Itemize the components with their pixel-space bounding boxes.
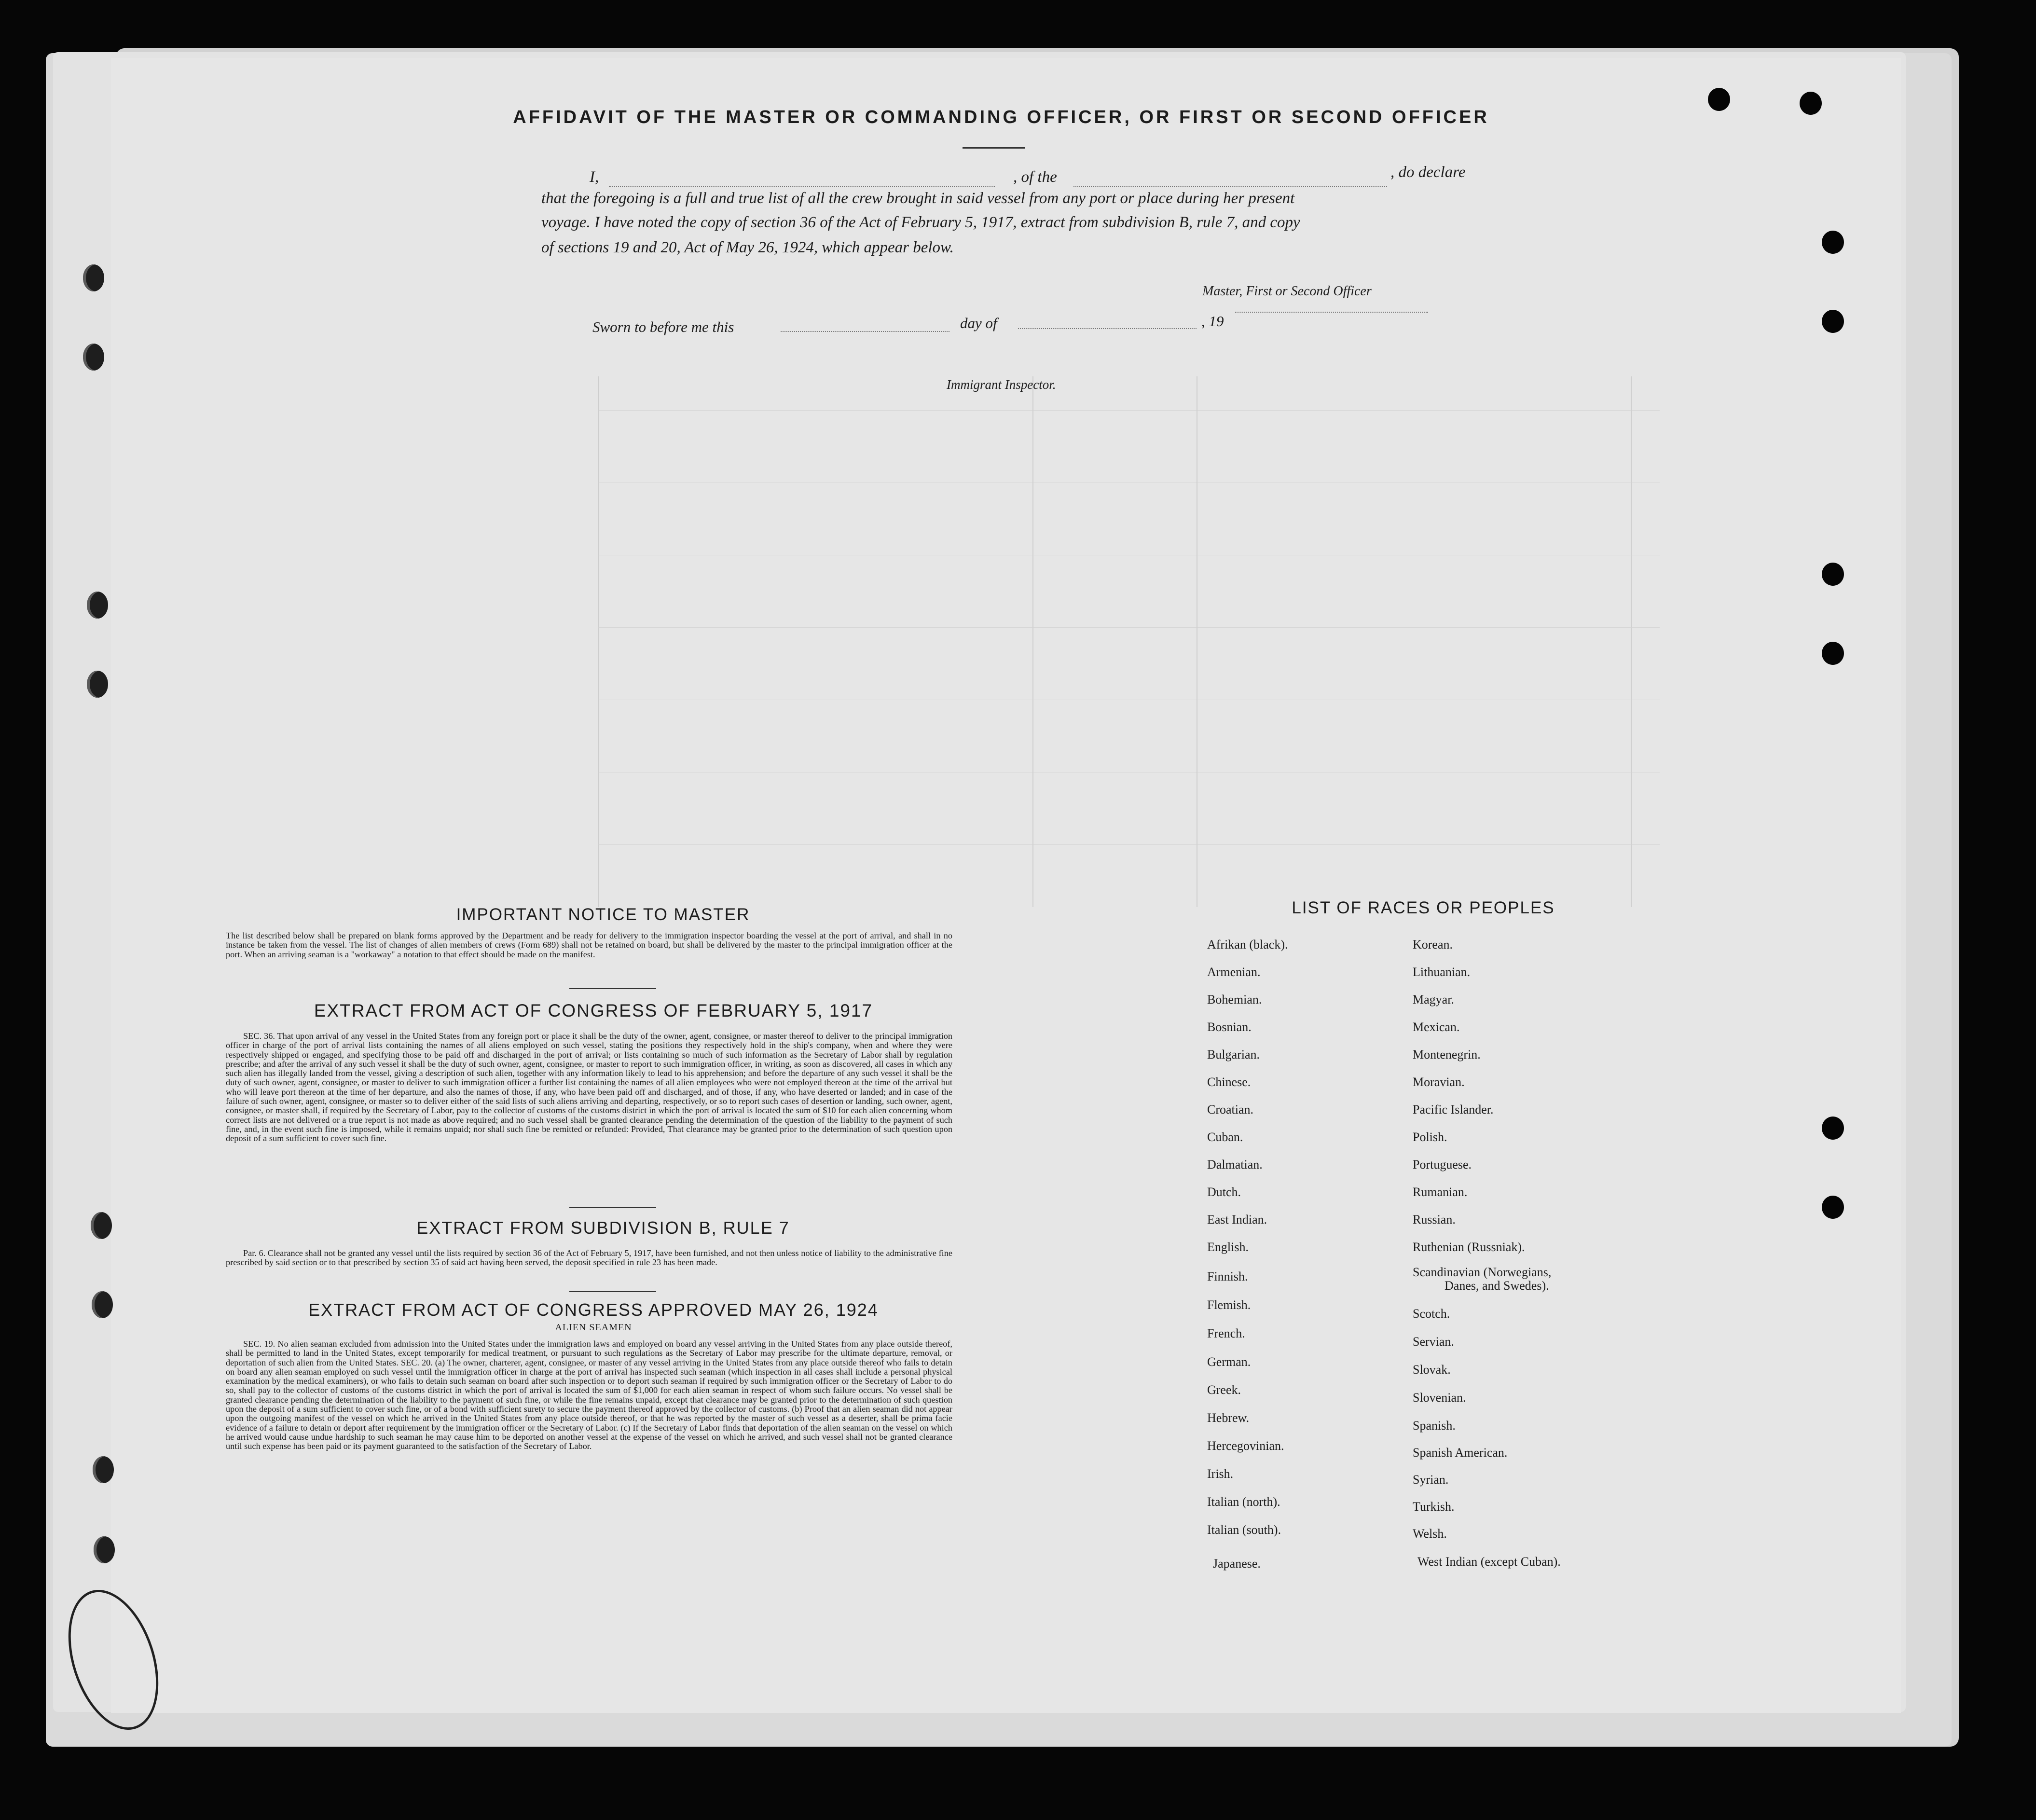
extract-rule7-text: Par. 6. Clearance shall not be granted any vessel until the lists required by section 36 of the Act of February 5, 1917, have been furnished, and not then unless notice of liability to the administrative fine prescribed by said section or to that prescribed by section 35 of said act having been served, the deposit specified in rule 23 has been made. bbox=[226, 1248, 952, 1268]
race-item: Rumanian. bbox=[1413, 1185, 1468, 1199]
race-item: Afrikan (black). bbox=[1207, 938, 1288, 951]
race-item: Ruthenian (Russniak). bbox=[1413, 1240, 1525, 1254]
race-item: Japanese. bbox=[1213, 1557, 1261, 1571]
binder-hole bbox=[87, 592, 108, 619]
binder-hole bbox=[93, 1456, 114, 1483]
race-item: Welsh. bbox=[1413, 1527, 1447, 1541]
document-page-face bbox=[111, 58, 1901, 1713]
race-item: Italian (south). bbox=[1207, 1523, 1281, 1537]
race-item: Portuguese. bbox=[1413, 1158, 1472, 1172]
race-item: Spanish American. bbox=[1413, 1446, 1508, 1460]
race-item: Mexican. bbox=[1413, 1020, 1460, 1034]
inspector-label: Immigrant Inspector. bbox=[947, 377, 1056, 392]
race-item: Moravian. bbox=[1413, 1075, 1465, 1089]
notice-text: The list described below shall be prepared on blank forms approved by the Department and be ready for delivery to the immigration inspector boarding the vessel at the port of arrival, and shall in no instance be taken from the vessel. The list of changes of alien members of crews (Form 689) shall not be retained on board, but shall be delivered by the master to the principal immigration officer at the port. When an arriving seaman is a "workaway" a notation to that effect should be made on the manifest. bbox=[226, 931, 952, 959]
race-item: Spanish. bbox=[1413, 1419, 1456, 1433]
affidavit-line-1: that the foregoing is a full and true list of all the crew brought in said vessel from any port or place during her present bbox=[541, 190, 1295, 207]
race-item: East Indian. bbox=[1207, 1213, 1267, 1227]
race-item: Bosnian. bbox=[1207, 1020, 1252, 1034]
binder-hole bbox=[94, 1536, 115, 1563]
race-item: Korean. bbox=[1413, 938, 1453, 951]
title-rule bbox=[963, 147, 1025, 149]
race-item: Dutch. bbox=[1207, 1185, 1241, 1199]
extract-1924-text: SEC. 19. No alien seaman excluded from admission into the United States under the immigration laws and employed on board any vessel arriving in the United States from any place outside thereof, shall be permitted to land in the United States, except temporarily for medical treatment, or pursuant to such regulations as the Secretary of Labor may prescribe for the ultimate departure, removal, or deportation of such alien from the United States. SEC. 20. (a) The owner, charterer, agent, consignee, or master of any vessel arriving in the United States from any place outside thereof who fails to detain on board any alien seaman employed on such vessel until the immigration officer in charge at the port of arrival has inspected such seaman (which inspection in all cases shall include a personal physical examination by the medical examiners), or who fails to detain such seaman on board after such inspection or to deport such seaman if required by such immigration officer or the Secretary of Labor to do so, shall pay to the collector of customs of the customs district in which the port of arrival is located the sum of $1,000 for each alien seaman in respect of whom such failure occurs. No vessel shall be granted clearance pending the determination of the liability to the payment of such fine, or while the fine remains unpaid, except that clearance may be granted prior to the determination of such question upon the deposit of a sum sufficient to cover such fine, or of a bond with sufficient surety to secure the payment thereof approved by the collector of customs. (b) Proof that an alien seaman did not appear upon the outgoing manifest of the vessel on which he arrived in the United States from any place outside thereof, or that he was reported by the master of such vessel as a deserter, shall be prima facie evidence of a failure to detain or deport after requirement by the immigration officer or the Secretary of Labor. (c) If the Secretary of Labor finds that deportation of the alien seaman on the vessel on which he arrived would cause undue hardship to such seaman he may cause him to be deported on another vessel at the expense of the vessel on which he arrived, and such vessel shall not be granted clearance until such expense has been paid or its payment guaranteed to the satisfaction of the Secretary of Labor. bbox=[226, 1339, 952, 1451]
races-title: LIST OF RACES OR PEOPLES bbox=[1292, 898, 1555, 917]
race-item: Irish. bbox=[1207, 1467, 1234, 1481]
extract-1924-subtitle: ALIEN SEAMEN bbox=[555, 1322, 632, 1333]
race-item: Pacific Islander. bbox=[1413, 1103, 1494, 1117]
race-item: Bohemian. bbox=[1207, 993, 1262, 1007]
binder-hole bbox=[92, 1291, 113, 1318]
notice-title: IMPORTANT NOTICE TO MASTER bbox=[456, 905, 750, 924]
affidavit-line-3: of sections 19 and 20, Act of May 26, 1924, which appear below. bbox=[541, 239, 954, 256]
race-item: Bulgarian. bbox=[1207, 1048, 1260, 1062]
extract-1917-title: EXTRACT FROM ACT OF CONGRESS OF FEBRUARY 5, 1917 bbox=[314, 1001, 873, 1020]
race-item: West Indian (except Cuban). bbox=[1417, 1555, 1561, 1569]
race-item: Servian. bbox=[1413, 1335, 1454, 1349]
race-item: Russian. bbox=[1413, 1213, 1456, 1227]
punch-hole bbox=[1822, 563, 1844, 586]
punch-hole bbox=[1822, 1117, 1844, 1140]
punch-hole bbox=[1708, 88, 1730, 111]
affidavit-line-2: voyage. I have noted the copy of section 36 of the Act of February 5, 1917, extract from subdivision B, rule 7, and copy bbox=[541, 214, 1300, 231]
binder-hole bbox=[91, 1212, 112, 1239]
race-item: German. bbox=[1207, 1355, 1251, 1369]
race-item: Syrian. bbox=[1413, 1473, 1449, 1487]
affidavit-i-label: I, bbox=[590, 168, 599, 186]
race-item: Cuban. bbox=[1207, 1130, 1243, 1144]
master-signature-field[interactable] bbox=[1235, 312, 1428, 313]
race-item: Slovenian. bbox=[1413, 1391, 1466, 1405]
race-item: Armenian. bbox=[1207, 965, 1261, 979]
extract-rule7-rule bbox=[569, 1291, 656, 1292]
race-item: Turkish. bbox=[1413, 1500, 1455, 1514]
race-item: Italian (north). bbox=[1207, 1495, 1280, 1509]
punch-hole bbox=[1822, 310, 1844, 333]
race-item: Scotch. bbox=[1413, 1307, 1450, 1321]
race-item: Finnish. bbox=[1207, 1269, 1248, 1283]
punch-hole bbox=[1822, 642, 1844, 665]
race-item: Magyar. bbox=[1413, 993, 1454, 1007]
punch-hole bbox=[1822, 231, 1844, 254]
extract-rule7-title: EXTRACT FROM SUBDIVISION B, RULE 7 bbox=[416, 1218, 790, 1238]
affidavit-title: AFFIDAVIT OF THE MASTER OR COMMANDING OFFICER, OR FIRST OR SECOND OFFICER bbox=[513, 107, 1489, 127]
affidavit-declare-label: , do declare bbox=[1390, 164, 1466, 181]
binder-hole bbox=[83, 344, 104, 371]
race-item: English. bbox=[1207, 1240, 1249, 1254]
affidavit-of-the-label: , of the bbox=[1013, 168, 1057, 186]
binder-hole bbox=[87, 671, 108, 698]
sworn-month-field[interactable] bbox=[1018, 328, 1197, 329]
punch-hole bbox=[1800, 92, 1822, 115]
race-item: Lithuanian. bbox=[1413, 965, 1471, 979]
race-item: Polish. bbox=[1413, 1130, 1447, 1144]
extract-1917-text: SEC. 36. That upon arrival of any vessel in the United States from any foreign port or place it shall be the duty of the owner, agent, consignee, or master thereof to deliver to the principal immigration officer in charge of the port of arrival lists containing the names of all aliens employed on such vessel, stating the positions they respectively hold in the ship's company, when and where they were respectively shipped or engaged, and specifying those to be paid off and discharged in the port of arrival; or lists containing so much of such information as the Secretary of Labor shall by regulation prescribe; and after the arrival of any such vessel it shall be the duty of such owner, agent, consignee, or master to report to such immigration officer, in writing, as soon as discovered, all cases in which any such alien has illegally landed from the vessel, giving a description of such alien, together with any information likely to lead to his apprehension; and before the departure of any such vessel it shall be the duty of such owner, agent, consignee, or master to deliver to such immigration officer a further list containing the names of all alien employees who were not employed thereon at the time of the arrival but who will leave port thereon at the time of her departure, and also the names of those, if any, who have been paid off and discharged, and of those, if any, who have deserted or landed; and in case of the failure of such owner, agent, consignee, or master so to deliver either of the said lists of such aliens arriving and departing, respectively, or so to report such cases of desertion or landing, such owner, agent, consignee, or master shall, if required by the Secretary of Labor, pay to the collector of customs of the customs district in which the port of arrival is located the sum of $10 for each alien concerning whom correct lists are not delivered or a true report is not made as above required; and no such vessel shall be granted clearance pending the determination of the question of the liability to the payment of such fine, and, in the event such fine is imposed, while it remains unpaid; nor shall such fine be remitted or refunded: Provided, That clearance may be granted prior to the determination of such question upon deposit of a sum sufficient to cover such fine. bbox=[226, 1031, 952, 1144]
race-item: Greek. bbox=[1207, 1383, 1241, 1397]
race-item: French. bbox=[1207, 1326, 1245, 1340]
notice-rule bbox=[569, 988, 656, 989]
race-item: Croatian. bbox=[1207, 1103, 1254, 1117]
race-item: Montenegrin. bbox=[1413, 1048, 1481, 1062]
punch-hole bbox=[1822, 1196, 1844, 1219]
race-item: Scandinavian (Norwegians, bbox=[1413, 1265, 1552, 1279]
master-signature-label: Master, First or Second Officer bbox=[1202, 284, 1372, 299]
day-of-label: day of bbox=[960, 315, 997, 331]
binder-hole bbox=[83, 264, 104, 291]
race-item: Slovak. bbox=[1413, 1363, 1451, 1377]
race-item-continuation: Danes, and Swedes). bbox=[1444, 1279, 1549, 1293]
year-label: , 19 bbox=[1201, 313, 1224, 330]
sworn-label: Sworn to before me this bbox=[592, 318, 734, 335]
race-item: Dalmatian. bbox=[1207, 1158, 1263, 1172]
extract-1917-rule bbox=[569, 1207, 656, 1208]
race-item: Flemish. bbox=[1207, 1298, 1251, 1312]
race-item: Hebrew. bbox=[1207, 1411, 1250, 1425]
race-item: Hercegovinian. bbox=[1207, 1439, 1284, 1453]
extract-1924-title: EXTRACT FROM ACT OF CONGRESS APPROVED MAY 26, 1924 bbox=[308, 1300, 879, 1320]
sworn-day-field[interactable] bbox=[781, 331, 949, 332]
race-item: Chinese. bbox=[1207, 1075, 1251, 1089]
